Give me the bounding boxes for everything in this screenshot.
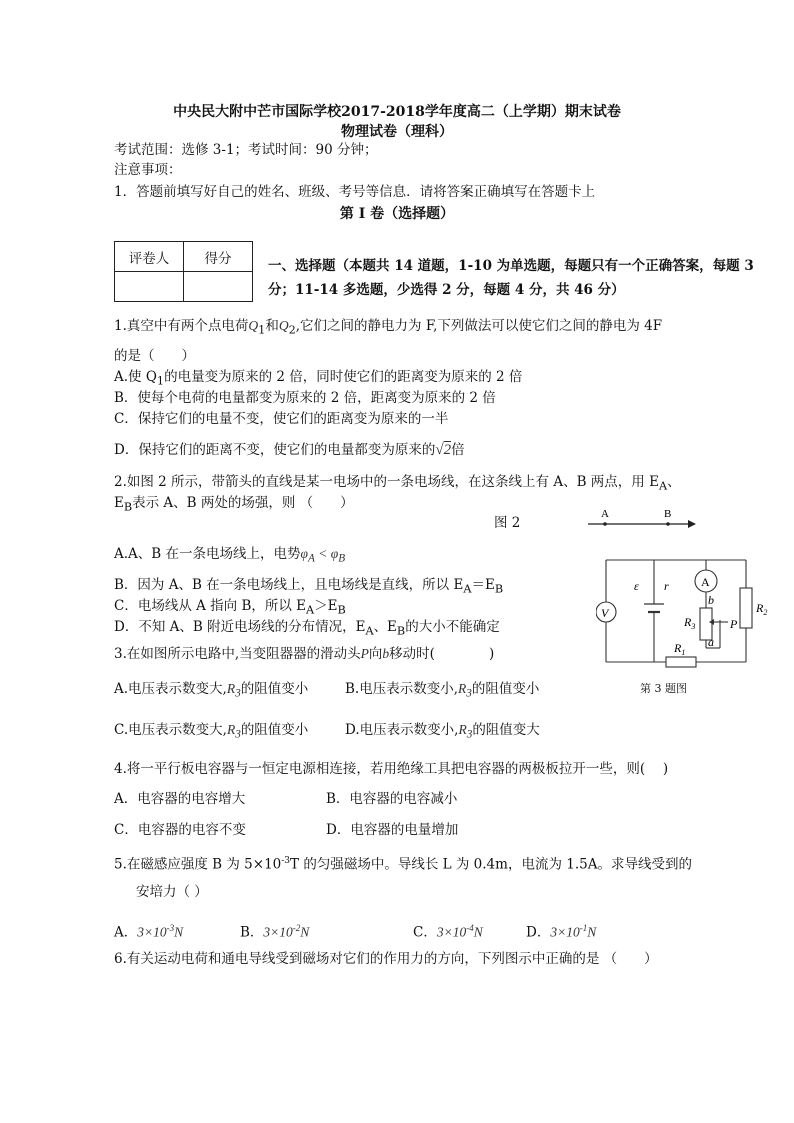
emf-label: ε	[634, 579, 639, 593]
point-a-dot	[603, 522, 607, 526]
q2-option-b: B．因为 A、B 在一条电场线上，且电场线是直线，所以 $E_A=E_B$	[114, 577, 504, 596]
q4-option-b: B．电容器的电容减小	[326, 791, 458, 807]
internal-resistance-label: r	[664, 579, 669, 593]
q1-option-c: C．保持它们的电量不变，使它们的距离变为原来的一半	[114, 411, 449, 427]
q1-option-d: D．保持它们的距离不变，使它们的电量都变为原来的√2倍	[114, 442, 465, 458]
r3-label: $R_3$	[684, 615, 696, 631]
q3-option-a: A.电压表示数变大$,R_3$的阻值变小	[114, 681, 309, 700]
field-line-arrow-icon	[688, 520, 696, 528]
point-b-label: B	[664, 508, 672, 520]
q2-option-d: D．不知 A、B 附近电场线的分布情况，$E_A$、$E_B$的大小不能确定	[114, 619, 500, 638]
q2-option-a: A.A、B 在一条电场线上，电势$\varphi_A < \varphi_B$	[114, 546, 346, 565]
point-b-dot	[666, 522, 670, 526]
q2-stem-b: $E_B$表示 A、B 两处的场强，则 （ ）	[114, 495, 354, 514]
circuit-diagram	[596, 548, 786, 698]
q1-stem-end: 的是（ ）	[114, 348, 195, 364]
r1-resistor	[666, 657, 696, 667]
r1-label: $R_1$	[674, 641, 686, 657]
voltmeter-label: V	[601, 606, 609, 620]
r2-resistor	[740, 588, 752, 628]
q4-option-a: A．电容器的电容增大	[114, 791, 246, 807]
q5-stem-end: 安培力（ ）	[136, 884, 208, 900]
q1-option-a: A.使 $Q_1$的电量变为原来的 2 倍，同时使它们的距离变为原来的 2 倍	[114, 369, 523, 388]
grader-cell	[115, 272, 184, 302]
q3-option-d: D.电压表示数变小$,R_3$的阻值变大	[345, 722, 540, 741]
point-a-label: A	[601, 508, 609, 520]
note-1: 1．答题前填写好自己的姓名、班级、考号等信息．请将答案正确填写在答题卡上	[114, 184, 596, 200]
part-title: 第 I 卷（选择题）	[339, 206, 455, 222]
ammeter-label: A	[701, 575, 710, 589]
score-cell	[184, 272, 253, 302]
q4-option-d: D．电容器的电量增加	[326, 822, 459, 838]
q3-option-c: C.电压表示数变大$,R_3$的阻值变小	[114, 722, 309, 741]
r3-end-a-label: a	[708, 635, 714, 649]
score-header: 得分	[184, 242, 253, 272]
q2-option-c: C．电场线从 A 指向 B，所以 $E_A>E_B$	[114, 598, 346, 617]
exam-subtitle: 物理试卷（理科）	[341, 124, 453, 140]
q3-stem: 3.在如图所示电路中,当变阻器器的滑动头P向b移动时( )	[114, 646, 495, 662]
figure-3-caption: 第 3 题图	[640, 682, 687, 695]
q5-stem: 5.在磁感应强度 B 为 $5\times 10^{-3}T$ 的匀强磁场中。导线长 L 为 0.4m，电流为 1.5A。求导线受到的	[114, 856, 692, 873]
q1-option-b: B．使每个电荷的电量都变为原来的 2 倍，距离变为原来的 2 倍	[114, 390, 496, 406]
field-line-figure	[580, 506, 700, 532]
q2-stem: 2.如图 2 所示，带箭头的直线是某一电场中的一条电场线，在这条线上有 A、B 两点，用 $E_A$、	[114, 474, 681, 493]
r2-label: $R_2$	[756, 601, 768, 617]
section-heading: 一、选择题（本题共 14 道题，1-10 为单选题，每题只有一个正确答案，每题 3 分；11-14 多选题，少选得 2 分，每题 4 分，共 46 分）	[268, 258, 754, 298]
q5-option-d: D．$3\times 10^{-1}N$	[526, 923, 597, 941]
notes-heading: 注意事项：	[114, 162, 182, 178]
figure-2-label: 图 2	[494, 515, 521, 531]
q1-stem: 1.真空中有两个点电荷$Q_1$和$Q_2$,它们之间的静电力为 F,下列做法可以使它们之间的静电为 4F	[114, 318, 663, 337]
q5-option-a: A．$3\times 10^{-3}N$	[114, 923, 184, 941]
grader-header: 评卷人	[115, 242, 184, 272]
q3-option-b: B.电压表示数变小$,R_3$的阻值变小	[345, 681, 540, 700]
q5-option-c: C．$3\times 10^{-4}N$	[413, 923, 483, 941]
score-table	[114, 241, 253, 302]
slider-label: P	[730, 617, 738, 631]
exam-info: 考试范围：选修 3-1；考试时间：90 分钟；	[114, 142, 378, 158]
exam-title: 中央民大附中芒市国际学校2017-2018学年度高二（上学期）期末试卷	[173, 104, 621, 120]
r3-end-b-label: b	[708, 593, 714, 607]
q5-option-b: B．$3\times 10^{-2}N$	[240, 923, 310, 941]
q4-option-c: C．电容器的电容不变	[114, 822, 246, 838]
q6-stem: 6.有关运动电荷和通电导线受到磁场对它们的作用力的方向，下列图示中正确的是 （ ）	[114, 951, 658, 967]
q4-stem: 4.将一平行板电容器与一恒定电源相连接，若用绝缘工具把电容器的两极板拉开一些，则( )	[114, 761, 669, 777]
